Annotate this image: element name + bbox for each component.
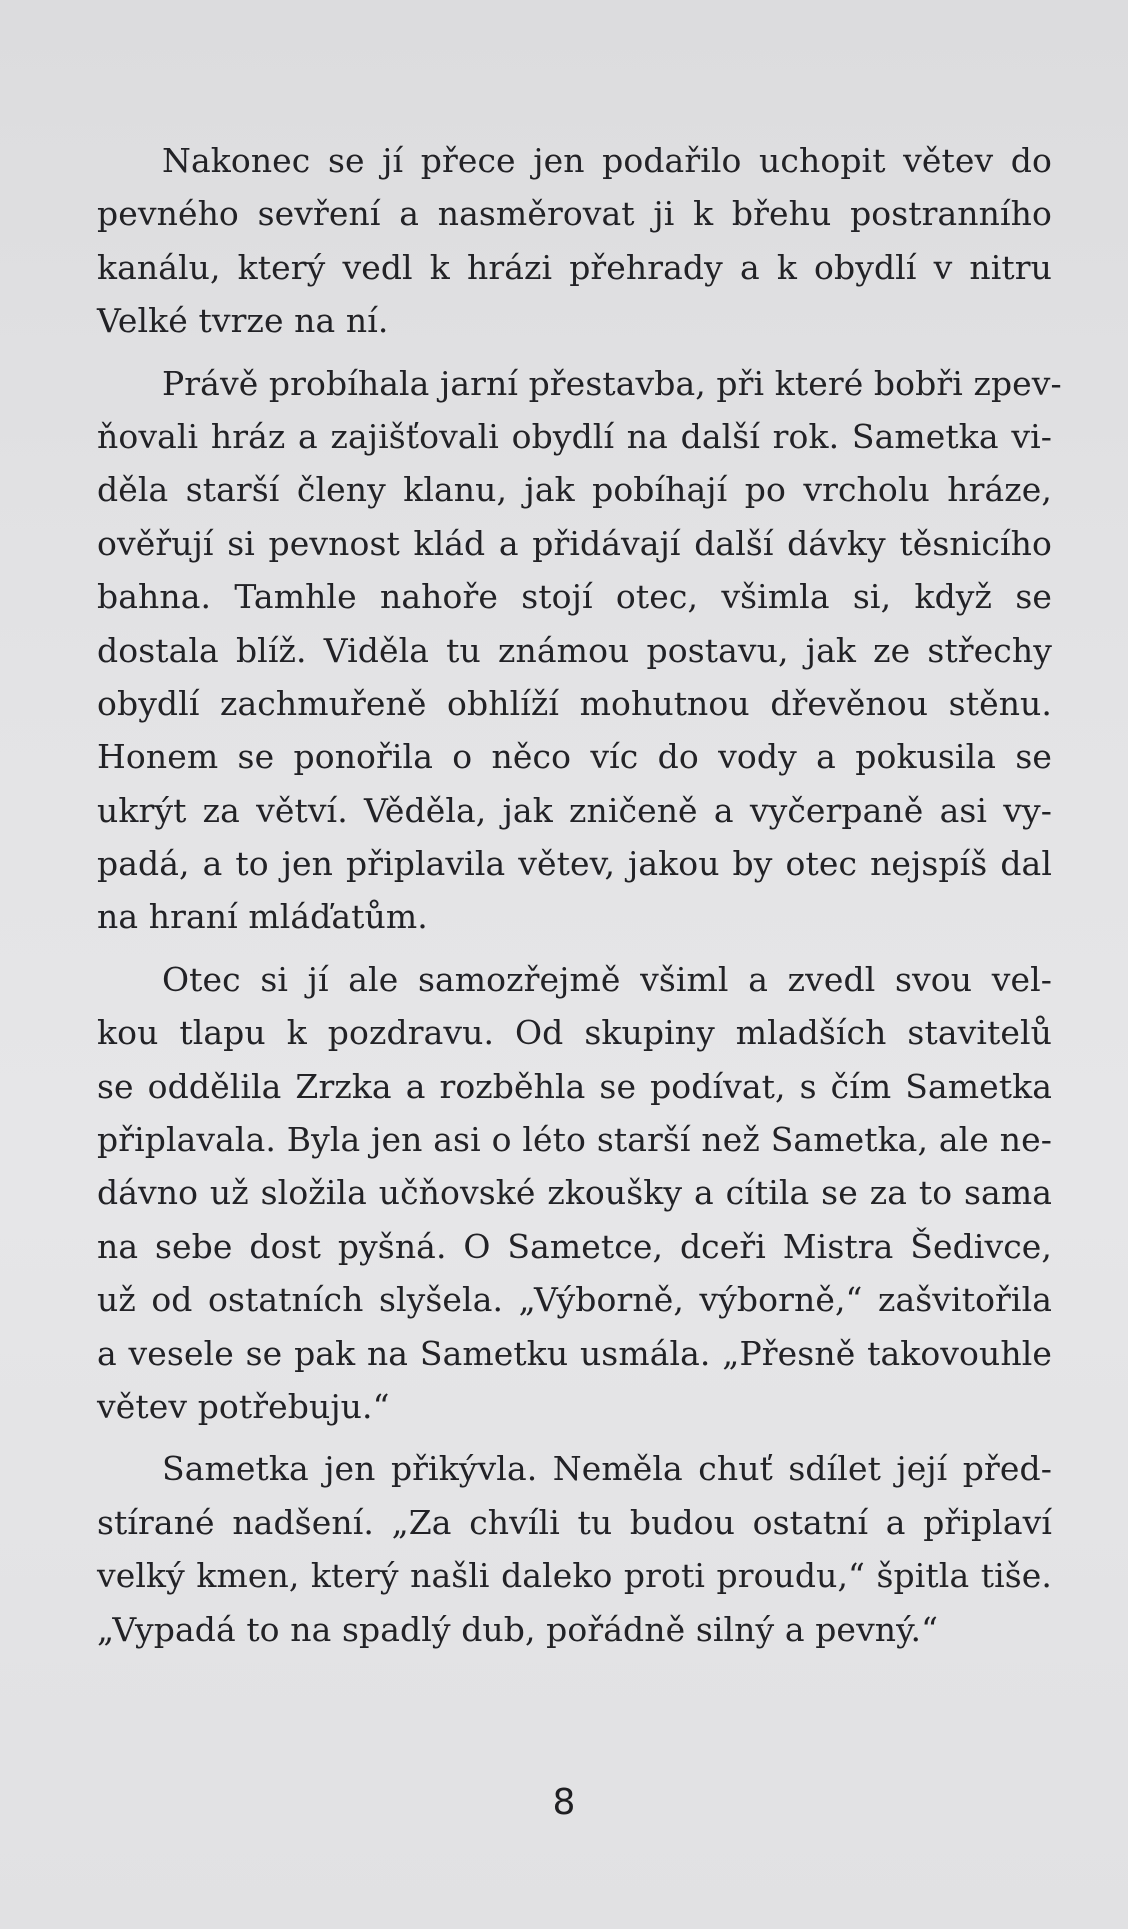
text-line: děla starší členy klanu, jak pobíhají po vrcholu hráze,: [97, 470, 1052, 510]
text-line: ukrýt za větví. Věděla, jak zničeně a vyčerpaně asi vy-: [97, 790, 1052, 830]
paragraph: [97, 953, 1052, 1434]
text-line: Velké tvrze na ní.: [97, 301, 389, 341]
text-line: větev potřebuju.“: [97, 1386, 390, 1426]
text-line: a vesele se pak na Sametku usmála. „Přesně takovouhle: [97, 1333, 1052, 1373]
text-line: Sametka jen přikývla. Neměla chuť sdílet její před-: [162, 1449, 1052, 1489]
text-line: kanálu, který vedl k hrázi přehrady a k obydlí v nitru: [97, 247, 1052, 287]
text-line: stírané nadšení. „Za chvíli tu budou ostatní a připlaví: [97, 1502, 1052, 1542]
text-line: dostala blíž. Viděla tu známou postavu, jak ze střechy: [97, 630, 1052, 670]
paragraph: [97, 1442, 1052, 1656]
text-line: připlavala. Byla jen asi o léto starší než Sametka, ale ne-: [97, 1120, 1052, 1160]
text-line: Honem se ponořila o něco víc do vody a pokusila se: [97, 737, 1052, 777]
paragraph: [97, 134, 1052, 348]
text-line: Nakonec se jí přece jen podařilo uchopit větev do: [162, 141, 1052, 180]
text-line: pevného sevření a nasměrovat ji k břehu postranního: [97, 194, 1052, 234]
text-line: padá, a to jen připlavila větev, jakou by otec nejspíš dal: [97, 844, 1052, 884]
text-line: „Vypadá to na spadlý dub, pořádně silný a pevný.“: [97, 1609, 939, 1649]
text-line: ňovali hráz a zajišťovali obydlí na další rok. Sametka vi-: [97, 416, 1052, 456]
page-number: 8: [552, 1782, 576, 1823]
text-line: Právě probíhala jarní přestavba, při které bobři zpev-: [162, 363, 1062, 403]
text-line: ověřují si pevnost klád a přidávají další dávky těsnicího: [97, 523, 1052, 563]
body-text: [97, 134, 1062, 1656]
text-line: obydlí zachmuřeně obhlíží mohutnou dřevěnou stěnu.: [97, 683, 1052, 723]
text-line: bahna. Tamhle nahoře stojí otec, všimla si, když se: [97, 577, 1052, 617]
text-line: Otec si jí ale samozřejmě všiml a zvedl svou vel-: [162, 959, 1052, 999]
text-line: se oddělila Zrzka a rozběhla se podívat, s čím Sametka: [97, 1066, 1052, 1106]
text-line: na hraní mláďatům.: [97, 897, 428, 937]
text-line: dávno už složila učňovské zkoušky a cítila se za to sama: [97, 1173, 1052, 1213]
text-line: na sebe dost pyšná. O Sametce, dceři Mistra Šedivce,: [97, 1226, 1052, 1266]
text-line: už od ostatních slyšela. „Výborně, výborně,“ zašvitořila: [97, 1280, 1052, 1320]
text-line: velký kmen, který našli daleko proti proudu,“ špitla tiše.: [97, 1556, 1052, 1596]
paragraph: [97, 357, 1062, 944]
text-line: kou tlapu k pozdravu. Od skupiny mladších stavitelů: [97, 1013, 1052, 1053]
